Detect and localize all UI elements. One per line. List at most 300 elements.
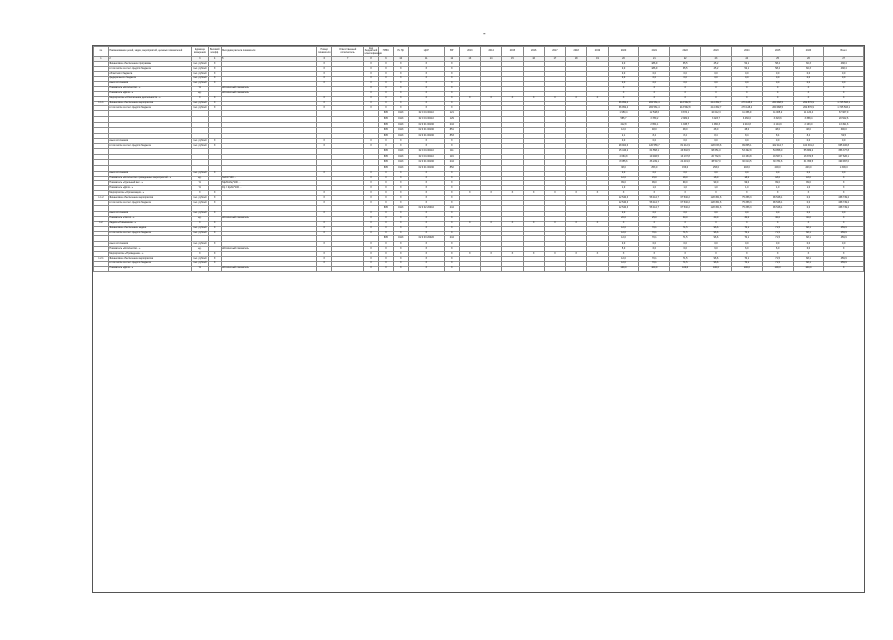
table-cell: 0,0 [701,211,732,216]
table-cell: 1 745 503,1 [824,101,864,106]
table-cell: 213 562,8 [670,101,701,106]
table-cell: 6,0 [639,246,670,251]
table-cell: Х [444,144,459,149]
table-cell: 71,5 [762,236,793,242]
table-cell: Х [208,261,221,266]
table-cell: 3 460,0 [731,116,762,122]
table-cell: Мероприятие «Организация...» [108,191,191,196]
table-cell: Nз/Nп*100 ... [221,176,317,181]
table-cell: 02 0 02 20010 [408,206,444,212]
table-cell: 0,0 [608,242,639,247]
table-cell: 12,0 [608,236,639,242]
table-cell: абсолютный показатель [221,216,317,221]
table-cell: иных источников [108,211,191,216]
table-cell: Х [393,186,408,191]
table-cell: 99,0 [608,181,639,186]
table-cell: ЦСР [408,47,444,57]
table-cell: Х [793,221,824,226]
table-cell: Х [191,251,208,256]
table-cell [544,266,565,271]
table-cell: 102 412,7 [762,144,793,149]
table-cell: 8 [364,57,379,62]
table-cell: Х [208,96,221,101]
table-cell: 0113 [393,133,408,139]
table-cell: 25 [762,57,793,62]
table-cell: 8,4 [670,133,701,139]
table-cell: 0,0 [701,76,732,81]
table-cell: 2019 [587,47,608,57]
table-cell: Х [566,251,587,256]
table-cell: Х [408,246,444,251]
table-cell: 0,0 [701,171,732,176]
table-cell: 9 874,1 [670,111,701,117]
table-cell: Х [502,251,523,256]
table-cell: Х [191,221,208,226]
table-cell: Х [762,251,793,256]
table-cell: Х [378,186,393,191]
table-cell: 300,0 [824,128,864,134]
table-cell: Х [378,196,393,201]
table-cell: Х [364,176,379,181]
table-cell: 853 [444,133,459,139]
table-cell: Х [393,139,408,144]
table-cell: 2 982,0 [670,116,701,122]
table-cell: в том числе за счет средств бюджета [108,106,191,111]
table-cell: 2 144,9 [762,122,793,128]
table-cell: 104 301,2 [793,144,824,149]
table-cell: 3 358,4 [793,116,824,122]
table-cell: 02 0 01 00190 [408,133,444,139]
table-cell: 262 876,9 [793,101,824,106]
table-cell: % [191,86,208,91]
table-cell: Х [762,96,793,101]
table-cell: Х [364,91,379,96]
table-cell: 284 561,4 [639,101,670,106]
table-cell: Х [793,86,824,91]
table-cell: 30,0 [793,216,824,221]
table-cell: 24 419,6 [670,160,701,166]
table-cell: 99 865,1 [731,144,762,149]
table-cell: 0,0 [793,201,824,206]
table-cell: 71,5 [670,226,701,231]
table-cell: Х [566,221,587,226]
table-cell: Х [393,171,408,176]
table-cell: Х [731,86,762,91]
table-cell: 8,4 [639,133,670,139]
table-cell: 805 [378,133,393,139]
table-cell: 2 [108,57,191,62]
table-cell: 0,0 [793,206,824,212]
table-cell: 0,0 [793,139,824,144]
table-cell: Единица измерения [191,47,208,57]
table-cell: Задача «Повышение...» [108,221,191,226]
table-cell: Мероприятие «Обеспечение деятельности...» [108,96,191,101]
table-cell: 8,4 [701,133,732,139]
table-cell: Х [378,181,393,186]
table-cell: Х [824,191,864,196]
table-cell: Х [444,221,459,226]
table-cell: 31 356,5 [793,160,824,166]
table-cell: Х [824,221,864,226]
table-cell: 1,0 [639,186,670,191]
table-cell: Х [208,66,221,71]
table-cell: Х [208,196,221,201]
table-cell: Х [393,144,408,149]
table-cell: Х [824,176,864,181]
table-cell: Х [408,211,444,216]
table-cell: Х [408,81,444,86]
table-cell: 68,1 [793,236,824,242]
table-cell: Х [378,66,393,71]
table-cell: Финансовое обеспечение мероприятия [108,256,191,261]
table-cell: Показатель «Количество...» [108,86,191,91]
table-cell: Х [393,226,408,231]
table-cell: 18,0 [793,176,824,181]
table-cell: тыс. рублей [193,261,207,265]
table-cell: 244 [444,160,459,166]
table-cell: 45,2 [701,62,732,67]
table-cell: Х [587,191,608,196]
table-cell: Х [393,106,408,111]
table-cell: Х [317,62,332,67]
table-cell: 0,0 [824,71,864,76]
table-cell: 0,0 [608,171,639,176]
table-cell: 36 952,4 [608,101,639,106]
table-cell: 71,5 [670,236,701,242]
table-cell: Х [393,251,408,256]
table-cell: Х [544,251,565,256]
table-cell: Всего [824,47,864,57]
table-cell: Методика расчета показателя [221,47,317,57]
table-cell: Х [731,191,762,196]
table-cell: 0,0 [731,242,762,247]
table-cell: Х [378,176,393,181]
table-cell: 16 567,1 [762,154,793,160]
table-cell: 02 0 01 00190 [408,160,444,166]
table-cell: Х [762,221,793,226]
table-cell: 244 [444,236,459,242]
table-cell: 99,0 [701,181,732,186]
table-cell: 0,0 [670,139,701,144]
table-cell: тыс. рублей [193,200,207,204]
table-cell: 35,5 [670,62,701,67]
table-cell: 459,9 [824,256,864,261]
table-cell: Х [364,186,379,191]
table-cell: Х [444,66,459,71]
table-cell: 111 [444,149,459,155]
table-cell: тыс. рублей [193,66,207,70]
table-cell: % [191,181,208,186]
table-cell: Х [793,191,824,196]
table-cell: Х [608,191,639,196]
table-cell: 100,0 [608,266,639,271]
table-cell: 12,0 [608,256,639,261]
table-cell: Показатель «Доля...» [108,91,191,96]
table-cell: 70,1 [639,231,670,236]
table-cell: 1 [94,57,109,62]
table-cell: 2 210,8 [731,122,762,128]
table-cell: 71,5 [762,256,793,261]
table-cell: 0,0 [824,242,864,247]
table-cell: № [94,47,109,57]
table-cell: 0,0 [762,71,793,76]
table-cell: 38,0 [608,166,639,172]
table-cell: 244 [444,206,459,212]
table-cell: 19 [587,57,608,62]
table-cell: 0,0 [639,211,670,216]
table-cell: 0113 [393,236,408,242]
table-cell: тыс. рублей [193,61,207,65]
table-cell: 0,0 [793,196,824,201]
table-cell: тыс. рублей [193,226,207,230]
table-cell: Х [317,81,332,86]
table-cell: 0,0 [793,76,824,81]
table-cell: 70,1 [731,231,762,236]
table-cell: ед. [191,176,208,181]
table-cell: Показатель «Количество проведенных мероприятий...» [108,176,191,181]
table-cell: Весовой коэфф. [208,47,221,57]
table-cell: Х [444,211,459,216]
table-cell: Х [444,231,459,236]
table-cell: 805 [378,111,393,117]
table-cell: Х [408,216,444,221]
table-cell: Х [364,62,379,67]
table-cell: 0,0 [793,171,824,176]
table-cell: 805 [378,160,393,166]
table-cell: 3 789,2 [639,116,670,122]
table-cell: 0,0 [608,71,639,76]
table-cell: Х [378,71,393,76]
table-cell: Х [364,181,379,186]
table-cell: 71,5 [670,231,701,236]
table-cell: 99,0 [670,181,701,186]
table-cell: 13 137,8 [670,154,701,160]
table-cell: 70,1 [639,256,670,261]
table-cell: 438,4 [824,62,864,67]
table-cell: Х [608,251,639,256]
table-cell: 438 749,2 [824,206,864,212]
table-cell: 805 [378,149,393,155]
table-cell: 199 997,0 [824,160,864,166]
table-cell: Х [608,96,639,101]
table-cell: абсолютный показатель [221,266,317,271]
table-cell: Х [731,96,762,101]
table-cell: 48,0 [701,128,732,134]
table-cell: 2016 [523,47,544,57]
table-cell: Х [444,226,459,231]
table-cell: Х [444,251,459,256]
table-cell: 0,0 [701,242,732,247]
table-cell: Х [208,171,221,176]
table-cell: 0,0 [670,242,701,247]
table-cell: 20 [608,57,639,62]
table-cell: 0,0 [639,81,670,86]
table-cell: 107 626,1 [824,154,864,160]
table-cell: Показатель «Доля...» [108,186,191,191]
table-cell: 5,0 [608,246,639,251]
table-cell: 96,6 [701,261,732,266]
table-cell: 7 [332,57,364,62]
table-cell: Х [393,261,408,266]
table-cell: Х [208,81,221,86]
table-cell: Nф/Nобщ*100 ... [221,181,317,186]
table-cell: 12,0 [608,261,639,266]
table-cell: 18 [566,57,587,62]
table-cell: 0,0 [670,71,701,76]
table-cell: 96 548,1 [762,206,793,212]
table-cell: 96 548,1 [762,201,793,206]
table-cell: 203,0 [793,166,824,172]
table-cell: 96 548,1 [762,196,793,201]
table-cell: Рз Пр [393,47,408,57]
table-cell: Х [459,251,480,256]
table-cell: 2023 [701,47,732,57]
table-cell: 214 452,7 [701,101,732,106]
table-cell: Х [408,226,444,231]
table-cell: Финансовое обеспечение задачи [108,226,191,231]
table-cell: ед. [191,91,208,96]
table-cell: 71,5 [670,256,701,261]
table-cell: Х [502,221,523,226]
table-cell: Х [208,221,221,226]
table-cell: 71,5 [670,261,701,266]
table-cell: Х [378,81,393,86]
table-cell: 0,0 [793,81,824,86]
table-cell: Х [378,171,393,176]
table-cell: Х [378,256,393,261]
page-mark: - [483,29,486,38]
table-cell: Х [378,106,393,111]
table-cell: 13 491,6 [824,122,864,128]
table-cell: 0,0 [608,139,639,144]
table-cell: 67 540,2 [670,201,701,206]
table-cell: 2025 [762,47,793,57]
table-cell: 11 456,9 [731,111,762,117]
table-cell: Х [317,196,332,201]
table-cell: Показатель «Число...» [108,216,191,221]
table-cell: Х [408,139,444,144]
table-cell: Х [408,251,444,256]
table-cell: 99,0 [762,181,793,186]
table-cell: Х [393,62,408,67]
table-cell: 30,0 [731,216,762,221]
table-cell: 67 540,2 [670,196,701,201]
table-cell: Х [364,231,379,236]
table-cell: Х [701,251,732,256]
table-cell: 71,5 [762,261,793,266]
table-cell: 0,0 [608,211,639,216]
table-cell: Х [317,139,332,144]
table-cell: Х [639,191,670,196]
table-cell: Финансовое обеспечение программы [108,62,191,67]
table-cell: Х [378,91,393,96]
table-cell: Х [378,144,393,149]
table-cell: 3 [191,57,208,62]
table-cell: Х [208,76,221,81]
table-cell: 68,1 [793,256,824,261]
table-cell: Х [444,201,459,206]
table-cell: Х [408,181,444,186]
table-cell: Х [444,246,459,251]
table-cell: 60,3 [793,62,824,67]
table-cell: Х [408,96,444,101]
table-cell [566,266,587,271]
table-cell: 0113 [393,149,408,155]
table-cell: 64 558,1 [639,149,670,155]
table-cell: 459,9 [824,236,864,242]
table-cell: Х [378,216,393,221]
table-cell: 02 0 03 20020 [408,236,444,242]
table-cell: Х [444,106,459,111]
table-cell: Х [566,191,587,196]
table-cell: 02 0 01 00110 [408,149,444,155]
table-cell: 0,0 [731,76,762,81]
table-cell: абсолютный показатель [221,86,317,91]
table-cell: 0,0 [608,66,639,71]
table-cell: 18,0 [670,176,701,181]
table-cell: Х [639,96,670,101]
table-cell: 2017 [544,47,565,57]
table-cell: 99,0 [793,181,824,186]
table-cell: Х [587,251,608,256]
table-cell: 11 120,4 [793,111,824,117]
table-cell: 70,1 [639,236,670,242]
table-cell: 12,0 [608,176,639,181]
table-cell: 55 869,2 [793,149,824,155]
table-cell: 11 [408,57,444,62]
table-cell: тыс. рублей [193,195,207,199]
table-cell: Х [793,251,824,256]
table-cell: 244 [444,122,459,128]
table-cell: ед. [191,246,208,251]
table-cell: 75 256,3 [731,196,762,201]
table-cell: 0,0 [670,76,701,81]
table-cell: Х [317,191,332,196]
table-cell: 4 [208,57,221,62]
table-cell: Х [639,221,670,226]
table-cell: областного бюджета [108,71,191,76]
table-cell: Х [378,221,393,226]
table-cell: 71,5 [762,226,793,231]
table-cell: Х [824,266,864,271]
table-cell: 19 496,5 [639,154,670,160]
table-cell: иных источников [108,242,191,247]
table-cell: Х [408,144,444,149]
table-cell: 253,0 [639,166,670,172]
table-cell: в том числе за счет средств бюджета [108,261,191,266]
table-cell: 0,0 [793,211,824,216]
table-cell: 12 [444,57,459,62]
table-cell: Х [793,96,824,101]
table-cell: 459,9 [824,226,864,231]
table-cell: 14 [480,57,501,62]
table-cell: 18,0 [762,176,793,181]
table-cell: 17 [544,57,565,62]
table-cell: Х [408,231,444,236]
table-cell: Х [480,191,501,196]
table-cell: Х [701,96,732,101]
table-cell: Х [523,221,544,226]
table-cell: Х [317,251,332,256]
table-cell: 805 [378,116,393,122]
table-cell: в том числе за счет средств бюджета [108,144,191,149]
table-cell: Финансовое обеспечение мероприятия [108,101,191,106]
table-cell: Х [523,191,544,196]
table-cell: Х [393,96,408,101]
table-cell: тыс. рублей [193,241,207,245]
table-cell: Х [701,221,732,226]
table-cell: Х [393,181,408,186]
